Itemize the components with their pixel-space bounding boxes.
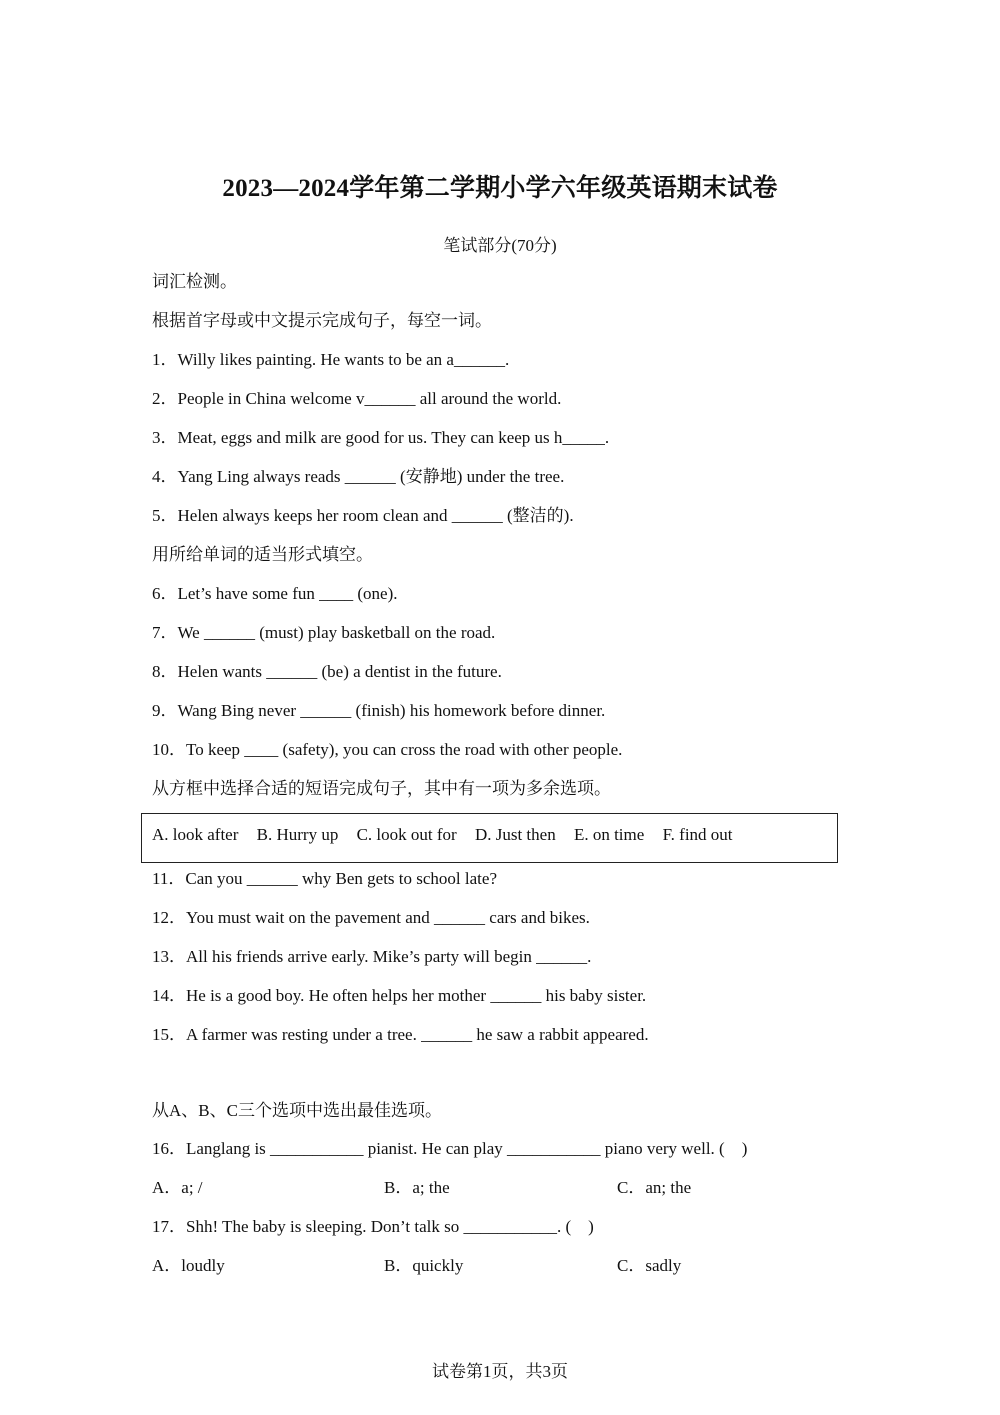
choice-a: A．loudly <box>152 1256 225 1275</box>
choice-c: C．an; the <box>617 1178 692 1197</box>
question-1: 1．Willy likes painting. He wants to be an a______. <box>152 350 510 369</box>
choice-c: C．sadly <box>617 1256 682 1275</box>
choice-b: B．quickly <box>384 1256 464 1275</box>
question-13: 13．All his friends arrive early. Mike’s party will begin ______. <box>152 947 592 966</box>
instruction-a: 根据首字母或中文提示完成句子，每空一词。 <box>152 311 492 330</box>
question-12: 12．You must wait on the pavement and ______ cars and bikes. <box>152 908 590 927</box>
page-subtitle: 笔试部分(70分) <box>443 236 557 255</box>
question-3: 3．Meat, eggs and milk are good for us. They can keep us h_____. <box>152 428 610 447</box>
phrase-option: E. on time <box>573 825 645 844</box>
instruction-d: 从A、B、C三个选项中选出最佳选项。 <box>152 1101 442 1120</box>
page-footer: 试卷第1页，共3页 <box>432 1362 568 1381</box>
question-2: 2．People in China welcome v______ all around the world. <box>152 389 562 408</box>
phrase-option: C. look out for <box>356 825 457 844</box>
question-11: 11．Can you ______ why Ben gets to school late? <box>152 869 497 888</box>
phrase-option: B. Hurry up <box>256 825 339 844</box>
question-5: 5．Helen always keeps her room clean and ______ (整洁的). <box>152 506 574 525</box>
instruction-b: 用所给单词的适当形式填空。 <box>152 545 373 564</box>
page-title: 2023—2024学年第二学期小学六年级英语期末试卷 <box>222 175 778 202</box>
phrase-option: F. find out <box>662 825 733 844</box>
question-10: 10．To keep ____ (safety), you can cross the road with other people. <box>152 740 623 759</box>
question-17: 17．Shh! The baby is sleeping. Don’t talk so ___________. ( ) <box>152 1217 594 1236</box>
instruction-c: 从方框中选择合适的短语完成句子，其中有一项为多余选项。 <box>152 779 611 798</box>
question-16: 16．Langlang is ___________ pianist. He can play ___________ piano very well. ( ) <box>152 1139 748 1158</box>
section-heading: 词汇检测。 <box>152 272 237 291</box>
phrase-option: A. look after <box>152 825 239 844</box>
phrase-option: D. Just then <box>474 825 556 844</box>
question-8: 8．Helen wants ______ (be) a dentist in the future. <box>152 662 502 681</box>
phrase-options-box <box>141 813 838 863</box>
choice-b: B．a; the <box>384 1178 450 1197</box>
choice-a: A．a; / <box>152 1178 203 1197</box>
phrase-options-list <box>152 824 747 846</box>
question-15: 15．A farmer was resting under a tree. ______ he saw a rabbit appeared. <box>152 1025 649 1044</box>
question-9: 9．Wang Bing never ______ (finish) his homework before dinner. <box>152 701 606 720</box>
question-6: 6．Let’s have some fun ____ (one). <box>152 584 398 603</box>
question-4: 4．Yang Ling always reads ______ (安静地) under the tree. <box>152 467 565 486</box>
question-14: 14．He is a good boy. He often helps her mother ______ his baby sister. <box>152 986 647 1005</box>
question-7: 7．We ______ (must) play basketball on the road. <box>152 623 496 642</box>
